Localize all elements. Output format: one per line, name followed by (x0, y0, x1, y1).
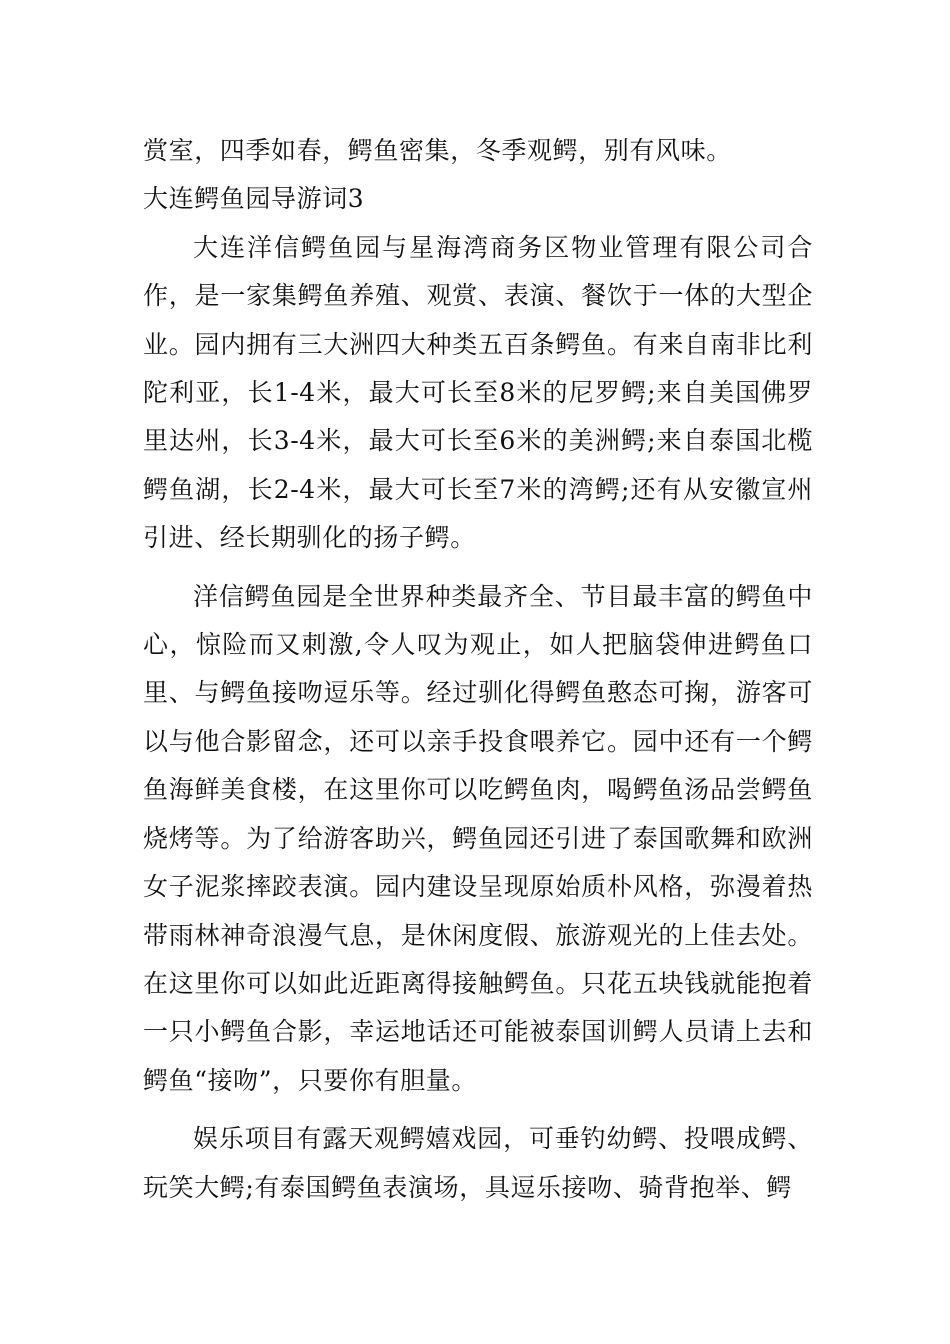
section-heading: 大连鳄鱼园导游词3 (143, 184, 365, 214)
paragraph-entertainment: 娱乐项目有露天观鳄嬉戏园，可垂钓幼鳄、投喂成鳄、玩笑大鳄;有泰国鳄鱼表演场，具逗乐接吻、骑背抱举、鳄 (143, 1124, 813, 1202)
document-body (143, 127, 813, 1212)
paragraph-intro: 大连洋信鳄鱼园与星海湾商务区物业管理有限公司合作，是一家集鳄鱼养殖、观赏、表演、餐饮于一体的大型企业。园内拥有三大洲四大种类五百条鳄鱼。有来自南非比利陀利亚，长1-4米，最大可长至8米的尼罗鳄;来自美国佛罗里达州，长3-4米，最大可长至6米的美洲鳄;来自泰国北榄鳄鱼湖，长2-4米，最大可长至7米的湾鳄;还有从安徽宣州引进、经长期驯化的扬子鳄。 (143, 232, 813, 553)
paragraph-continuation: 赏室，四季如春，鳄鱼密集，冬季观鳄，别有风味。 (143, 136, 732, 165)
paragraph-features: 洋信鳄鱼园是全世界种类最齐全、节目最丰富的鳄鱼中心，惊险而又刺激,令人叹为观止，如人把脑袋伸进鳄鱼口里、与鳄鱼接吻逗乐等。经过驯化得鳄鱼憨态可掬，游客可以与他合影留念，还可以亲手投食喂养它。园中还有一个鳄鱼海鲜美食楼，在这里你可以吃鳄鱼肉，喝鳄鱼汤品尝鳄鱼烧烤等。为了给游客助兴，鳄鱼园还引进了泰国歌舞和欧洲女子泥浆摔跤表演。园内建设呈现原始质朴风格，弥漫着热带雨林神奇浪漫气息，是休闲度假、旅游观光的上佳去处。在这里你可以如此近距离得接触鳄鱼。只花五块钱就能抱着一只小鳄鱼合影，幸运地话还可能被泰国训鳄人员请上去和鳄鱼“接吻”，只要你有胆量。 (143, 581, 813, 1095)
